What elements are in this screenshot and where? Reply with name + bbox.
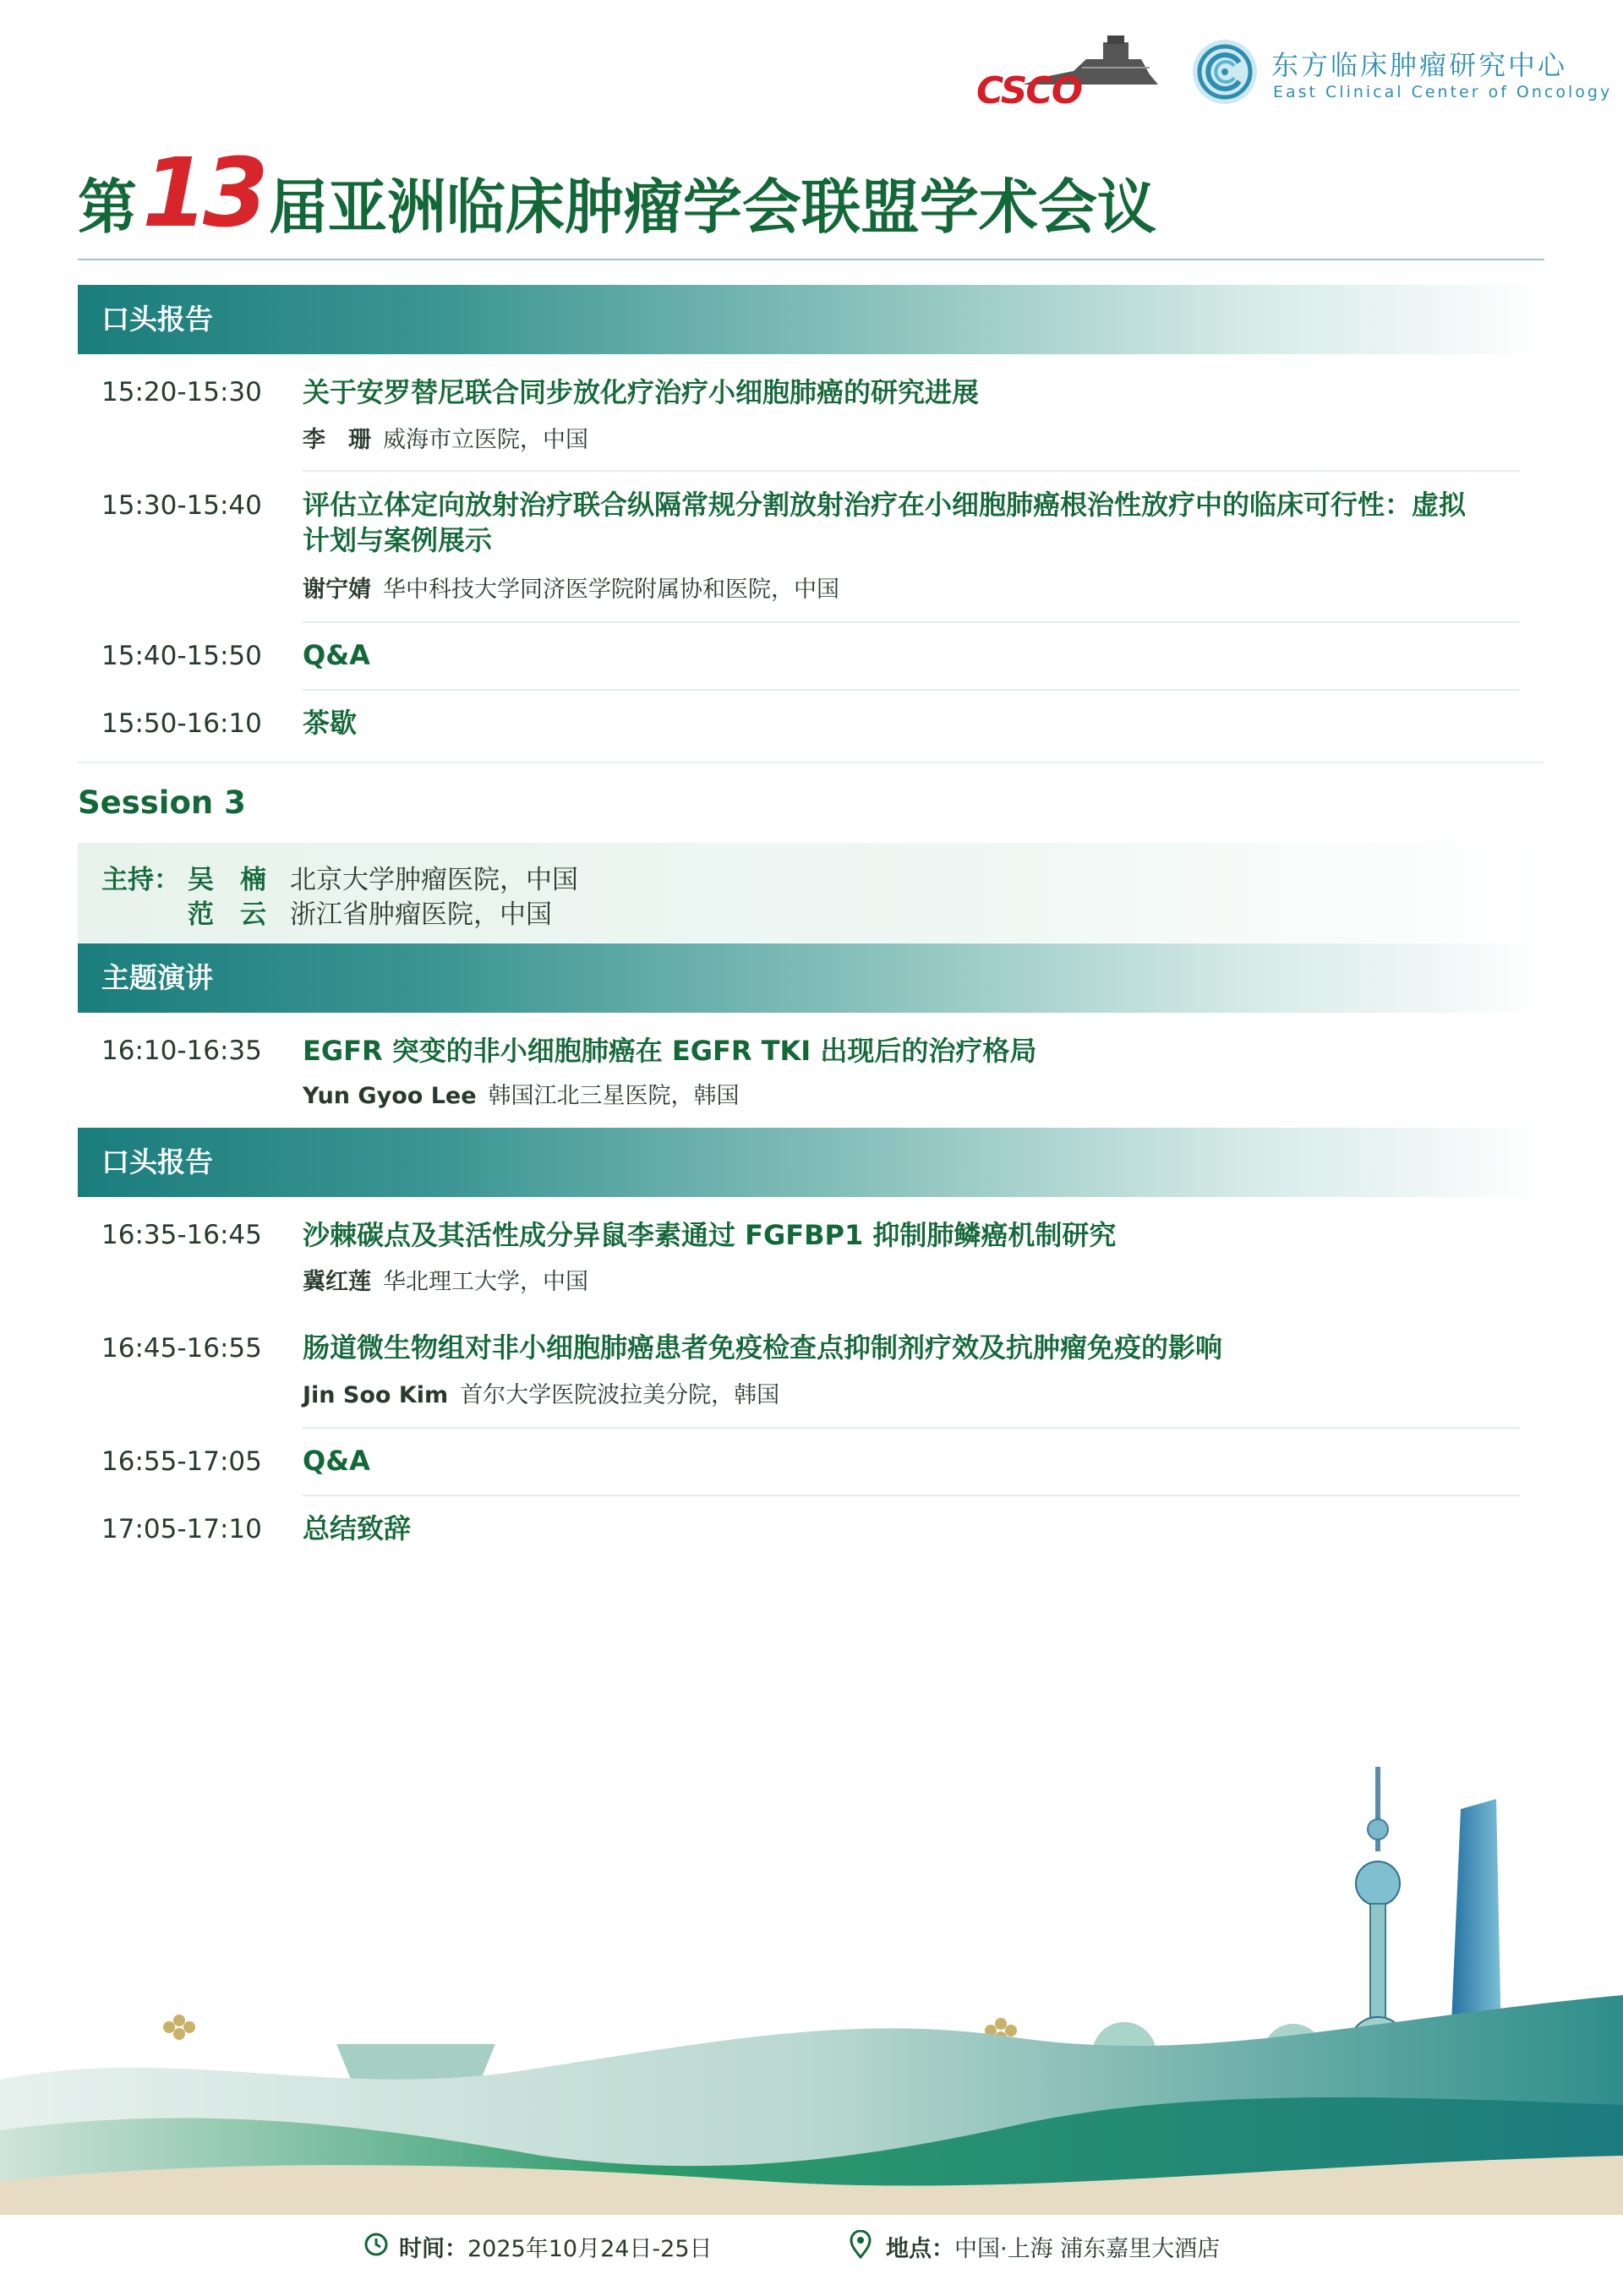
title-number: 13 (142, 139, 264, 249)
ecco-chinese-name: 东方临床肿瘤研究中心 (1271, 49, 1568, 81)
title-divider (78, 259, 1544, 260)
time-value: 2025年10月24日-25日 (467, 2236, 713, 2262)
row-divider (303, 470, 1520, 472)
speaker-institution: 华北理工大学，中国 (383, 1269, 588, 1295)
footer-place (886, 2230, 1220, 2263)
page-title (78, 135, 1156, 249)
chair-name: 范 云 (188, 899, 266, 930)
speaker-institution: 韩国江北三星医院，韩国 (488, 1083, 740, 1109)
item-time: 15:20-15:30 (101, 377, 262, 407)
item-title: 沙棘碳点及其活性成分异鼠李素通过 FGFBP1 抑制肺鳞癌机制研究 (303, 1219, 1117, 1251)
item-time: 16:10-16:35 (101, 1036, 262, 1066)
section-bar-oral-1 (78, 285, 1544, 354)
ecco-emblem-icon (1190, 37, 1260, 107)
item-title: Q&A (303, 639, 370, 671)
session-heading: Session 3 (78, 784, 246, 821)
row-divider (303, 621, 1520, 623)
row-divider (78, 762, 1544, 763)
section-label: 主题演讲 (101, 961, 213, 994)
time-label: 时间： (399, 2236, 467, 2262)
item-time: 16:45-16:55 (101, 1333, 262, 1364)
title-prefix: 第 (78, 172, 137, 242)
speaker-institution: 华中科技大学同济医学院附属协和医院，中国 (383, 577, 839, 603)
chair-institution: 北京大学肿瘤医院，中国 (290, 865, 578, 895)
section-bar-keynote (78, 943, 1544, 1013)
item-speaker-line (303, 421, 588, 454)
ecco-english-name: East Clinical Center of Oncology (1273, 83, 1613, 101)
csco-wordmark: CSCO (976, 69, 1082, 112)
item-speaker-line (303, 571, 839, 604)
item-time: 15:40-15:50 (101, 641, 262, 671)
item-time: 15:30-15:40 (101, 490, 262, 521)
item-title: 肠道微生物组对非小细胞肺癌患者免疫检查点抑制剂疗效及抗肿瘤免疫的影响 (303, 1331, 1223, 1364)
title-suffix: 届亚洲临床肿瘤学会联盟学术会议 (268, 172, 1156, 242)
item-title: 关于安罗替尼联合同步放化疗治疗小细胞肺癌的研究进展 (303, 376, 980, 408)
item-title: 茶歇 (303, 707, 358, 739)
item-speaker-line (303, 1077, 740, 1110)
speaker-name: 冀红莲 (303, 1269, 371, 1295)
item-speaker-line (303, 1263, 588, 1296)
place-label: 地点： (886, 2236, 954, 2262)
section-bar-oral-2 (78, 1128, 1544, 1197)
row-divider (303, 689, 1520, 691)
section-label: 口头报告 (101, 303, 213, 336)
item-time: 16:35-16:45 (101, 1220, 262, 1250)
item-title: 总结致辞 (303, 1512, 412, 1544)
item-time: 16:55-17:05 (101, 1446, 262, 1477)
speaker-institution: 威海市立医院，中国 (383, 427, 588, 453)
shanghai-skyline-illustration (0, 1758, 1623, 2215)
item-title: Q&A (303, 1445, 370, 1477)
speaker-institution: 首尔大学医院波拉美分院，韩国 (460, 1382, 780, 1408)
footer-time (399, 2230, 713, 2263)
speaker-name: Yun Gyoo Lee (303, 1083, 477, 1109)
section-label: 口头报告 (101, 1145, 213, 1178)
item-title: EGFR 突变的非小细胞肺癌在 EGFR TKI 出现后的治疗格局 (303, 1035, 1037, 1067)
chair-institution: 浙江省肿瘤医院，中国 (290, 899, 552, 930)
row-divider (303, 1427, 1520, 1429)
place-value: 中国·上海 浦东嘉里大酒店 (954, 2236, 1221, 2262)
row-divider (303, 1495, 1520, 1496)
chair-label: 主持： (101, 865, 180, 895)
speaker-name: 李 珊 (303, 427, 371, 453)
item-title: 评估立体定向放射治疗联合纵隔常规分割放射治疗在小细胞肺癌根治性放疗中的临床可行性：虚拟计划与案例展示 (303, 489, 1467, 556)
clock-icon (363, 2232, 389, 2257)
speaker-name: Jin Soo Kim (303, 1382, 449, 1408)
csco-logo (976, 34, 1158, 110)
speaker-name: 谢宁婧 (303, 577, 371, 603)
item-time: 15:50-16:10 (101, 708, 262, 739)
location-pin-icon (849, 2230, 872, 2259)
item-speaker-line (303, 1376, 779, 1409)
ecco-logo (1190, 37, 1613, 113)
chair-name: 吴 楠 (188, 865, 266, 895)
item-time: 17:05-17:10 (101, 1514, 262, 1544)
